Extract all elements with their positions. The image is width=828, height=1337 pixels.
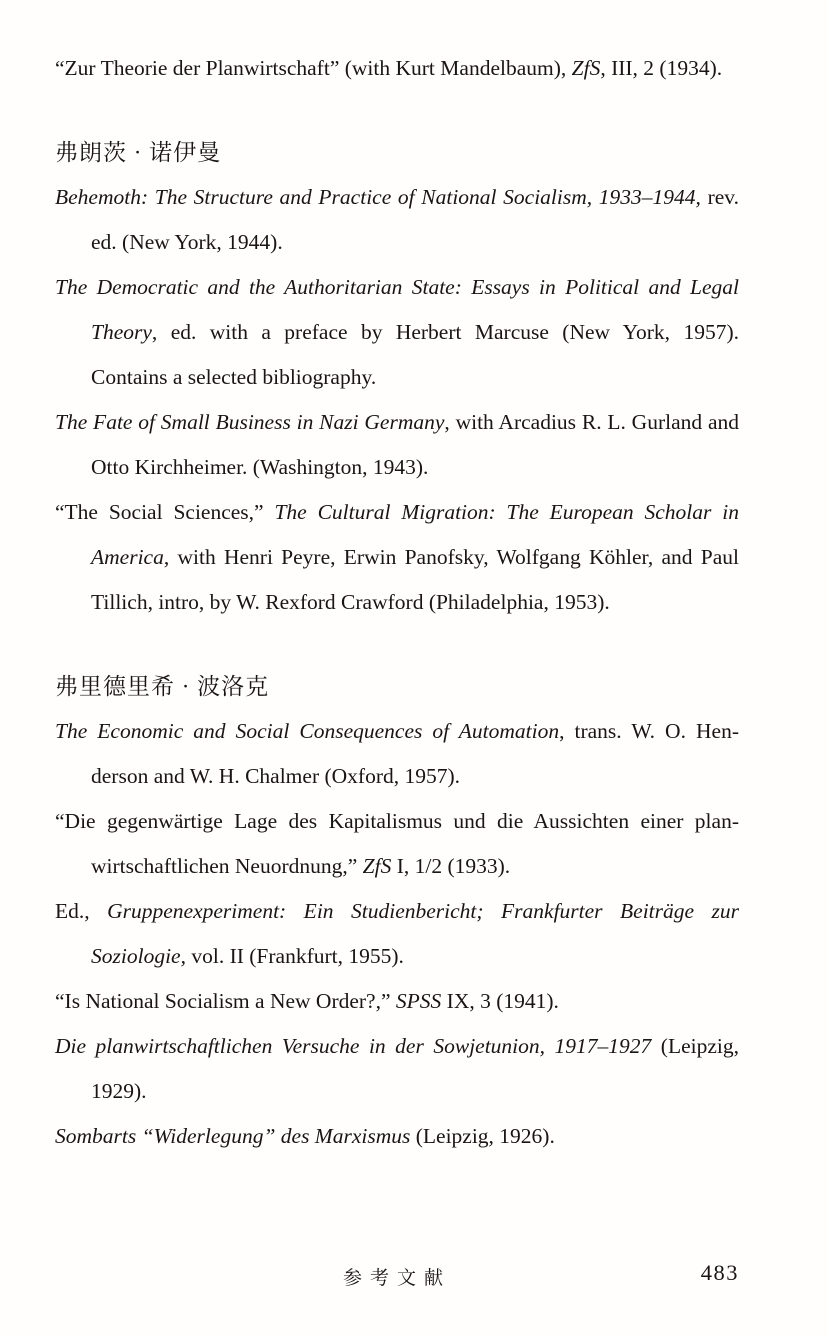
bibliography-entry [55, 46, 739, 91]
entry-title-italic: Gruppenexperiment: Ein Studienbericht; Frankfurter Beiträge zur Soziologie, [91, 899, 739, 968]
author-heading: 弗朗茨 · 诺伊曼 [55, 140, 222, 165]
entry-title-italic: ZfS [362, 854, 392, 878]
entry-title-italic: The Fate of Small Business in Nazi Germany [55, 410, 445, 434]
bibliography-entry [55, 175, 739, 265]
entry-text: “Die gegenwärtige Lage des Kapitalismus und die Aussichten einer planwirtschaftlichen Neuordnung,” [55, 809, 739, 878]
bibliography-entry [55, 1024, 739, 1114]
page-number: 483 [700, 1260, 739, 1285]
bibliography-entry [55, 265, 739, 400]
bibliography-entry [55, 1114, 739, 1159]
page-footer [55, 1260, 739, 1290]
entry-text: I, 1/2 (1933). [391, 854, 511, 878]
entry-text: (Leipzig, 1929). [91, 1034, 740, 1103]
entry-text: IX, 3 (1941). [441, 989, 559, 1013]
entry-text: (Leipzig, 1926). [410, 1124, 555, 1148]
entry-text: rev. ed. (New York, 1944). [91, 185, 739, 254]
bibliography-section [55, 130, 739, 625]
author-heading: 弗里德里希 · 波洛克 [55, 674, 270, 699]
entry-text: “Is National Socialism a New Order?,” [55, 989, 396, 1013]
entry-title-italic: The Democratic and the Authoritarian State: Essays in Political and Legal Theory [55, 275, 739, 344]
entry-title-italic: Sombarts “Widerlegung” des Marxismus [55, 1124, 411, 1148]
entry-title-italic: The Cultural Migration: The European Scholar in America [91, 500, 739, 569]
entry-title-italic: ZfS [571, 56, 601, 80]
entry-text: vol. II (Frankfurt, 1955). [185, 944, 404, 968]
bibliography-section [55, 46, 739, 91]
running-footer-title: 参考文献 [343, 1268, 451, 1289]
bibliography-entry [55, 799, 739, 889]
entry-text: , with Arcadius R. L. Gurland and Otto Kirchheimer. (Washington, 1943). [91, 410, 739, 479]
entry-text: “Zur Theorie der Planwirtschaft” (with Kurt Mandelbaum), [55, 56, 572, 80]
bibliography-section [55, 664, 739, 1159]
entry-title-italic: The Economic and Social Consequences of Automation [55, 719, 560, 743]
bibliography-entry [55, 709, 739, 799]
bibliography-entry [55, 889, 739, 979]
entry-title-italic: Die planwirtschaftlichen Versuche in der Sowjetunion, 1917–1927 [55, 1034, 652, 1058]
bibliography-entry [55, 400, 739, 490]
bibliography [55, 46, 739, 1159]
entry-text: , ed. with a preface by Herbert Marcuse (New York, 1957). Contains a selected bibliography. [91, 320, 739, 389]
entry-title-italic: SPSS [395, 989, 442, 1013]
entry-text: “The Social Sciences,” [55, 500, 275, 524]
bibliography-entry [55, 490, 739, 625]
bibliography-entry [55, 979, 739, 1024]
entry-text: , III, 2 (1934). [600, 56, 723, 80]
entry-text: , with Henri Peyre, Erwin Panofsky, Wolfgang Köhler, and Paul Tillich, intro, by W. Rexford Crawford (Philadelphia, 1953). [91, 545, 739, 614]
entry-text: , trans. W. O. Henderson and W. H. Chalmer (Oxford, 1957). [91, 719, 739, 788]
entry-text: Ed., [55, 899, 108, 923]
entry-title-italic: Behemoth: The Structure and Practice of National Socialism, 1933–1944, [55, 185, 701, 209]
